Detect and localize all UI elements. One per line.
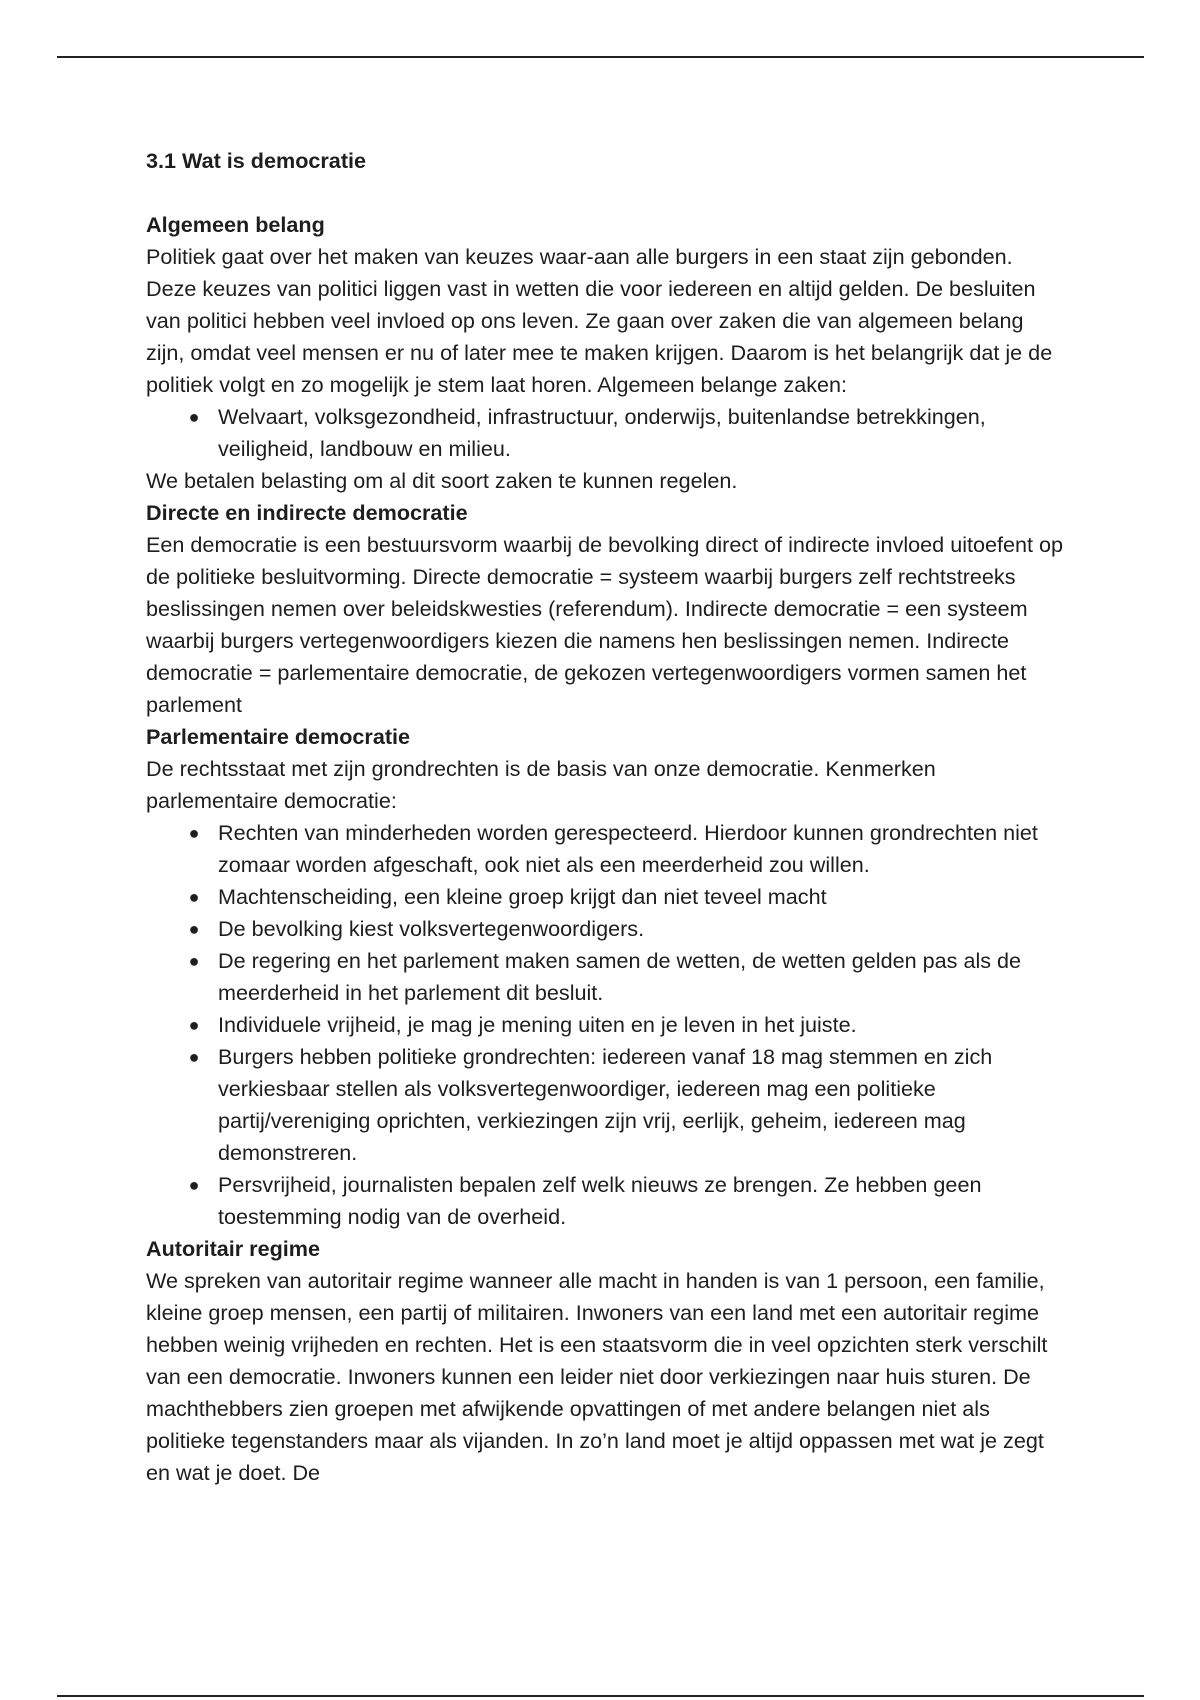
list-item xyxy=(146,881,1066,913)
heading-directe-indirecte: Directe en indirecte democratie xyxy=(146,500,468,525)
heading-autoritair-regime: Autoritair regime xyxy=(146,1236,320,1261)
bullet-icon: ● xyxy=(188,951,200,971)
bullet-icon: ● xyxy=(188,407,200,427)
bottom-rule xyxy=(57,1695,1144,1697)
bullet-icon: ● xyxy=(188,1015,200,1035)
page-title: 3.1 Wat is democratie xyxy=(146,148,367,173)
list-item-text: Machtenscheiding, een kleine groep krijgt dan niet teveel macht xyxy=(218,884,827,909)
list-item-text: Persvrijheid, journalisten bepalen zelf welk nieuws ze brengen. Ze hebben geen toestemming nodig van de overheid. xyxy=(218,1172,982,1229)
paragraph-algemeen-intro: Politiek gaat over het maken van keuzes waar-aan alle burgers in een staat zijn gebonden. Deze keuzes van politici liggen vast in wetten die voor iedereen en altijd gelden. De besluiten van politici hebben veel invloed op ons leven. Ze gaan over zaken die van algemeen belang zijn, omdat veel mensen er nu of later mee te maken krijgen. Daarom is het belangrijk dat je de politiek volgt en zo mogelijk je stem laat horen. Algemeen belange zaken: xyxy=(146,244,1053,397)
paragraph-directe-indirecte: Een democratie is een bestuursvorm waarbij de bevolking direct of indirecte invloed uitoefent op de politieke besluitvorming. Directe democratie = systeem waarbij burgers zelf rechtstreeks beslissingen nemen over beleidskwesties (referendum). Indirecte democratie = een systeem waarbij burgers vertegenwoordigers kiezen die namens hen beslissingen nemen. Indirecte democratie = parlementaire democratie, de gekozen vertegenwoordigers vormen samen het parlement xyxy=(146,532,1064,717)
bullet-icon: ● xyxy=(188,887,200,907)
list-item-text: De bevolking kiest volksvertegenwoordigers. xyxy=(218,916,645,941)
paragraph-algemeen-outro: We betalen belasting om al dit soort zaken te kunnen regelen. xyxy=(146,468,738,493)
bullet-icon: ● xyxy=(188,919,200,939)
list-item-text: Burgers hebben politieke grondrechten: iedereen vanaf 18 mag stemmen en zich verkiesbaar stellen als volksvertegenwoordiger, iedereen mag een politieke partij/vereniging oprichten, verkiezingen zijn vrij, eerlijk, geheim, iedereen mag demonstreren. xyxy=(218,1044,993,1165)
heading-algemeen-belang: Algemeen belang xyxy=(146,212,325,237)
list-item-text: De regering en het parlement maken samen de wetten, de wetten gelden pas als de meerderheid in het parlement dit besluit. xyxy=(218,948,1022,1005)
list-item-text: Rechten van minderheden worden gerespecteerd. Hierdoor kunnen grondrechten niet zomaar worden afgeschaft, ook niet als een meerderheid zou willen. xyxy=(218,820,1038,877)
list-item xyxy=(146,913,1066,945)
list-item-text: Individuele vrijheid, je mag je mening uiten en je leven in het juiste. xyxy=(218,1012,857,1037)
list-item-text: Welvaart, volksgezondheid, infrastructuur, onderwijs, buitenlandse betrekkingen, veiligheid, landbouw en milieu. xyxy=(218,404,986,461)
list-item xyxy=(146,1169,1066,1233)
list-item xyxy=(146,945,1066,1009)
list-item xyxy=(146,401,1066,465)
list-item xyxy=(146,817,1066,881)
paragraph-parlementair-intro: De rechtsstaat met zijn grondrechten is de basis van onze democratie. Kenmerken parlementaire democratie: xyxy=(146,756,936,813)
document-body xyxy=(146,145,1066,1489)
list-algemeen-zaken xyxy=(146,401,1066,465)
list-kenmerken xyxy=(146,817,1066,1233)
spacer xyxy=(146,177,1066,209)
bullet-icon: ● xyxy=(188,823,200,843)
paragraph-autoritair: We spreken van autoritair regime wanneer alle macht in handen is van 1 persoon, een familie, kleine groep mensen, een partij of militairen. Inwoners van een land met een autoritair regime hebben weinig vrijheden en rechten. Het is een staatsvorm die in veel opzichten sterk verschilt van een democratie. Inwoners kunnen een leider niet door verkiezingen naar huis sturen. De machthebbers zien groepen met afwijkende opvattingen of met andere belangen niet als politieke tegenstanders maar als vijanden. In zo’n land moet je altijd oppassen met wat je zegt en wat je doet. De xyxy=(146,1268,1048,1485)
top-rule xyxy=(57,56,1144,58)
list-item xyxy=(146,1041,1066,1169)
bullet-icon: ● xyxy=(188,1047,200,1067)
bullet-icon: ● xyxy=(188,1175,200,1195)
list-item xyxy=(146,1009,1066,1041)
heading-parlementaire-democratie: Parlementaire democratie xyxy=(146,724,411,749)
